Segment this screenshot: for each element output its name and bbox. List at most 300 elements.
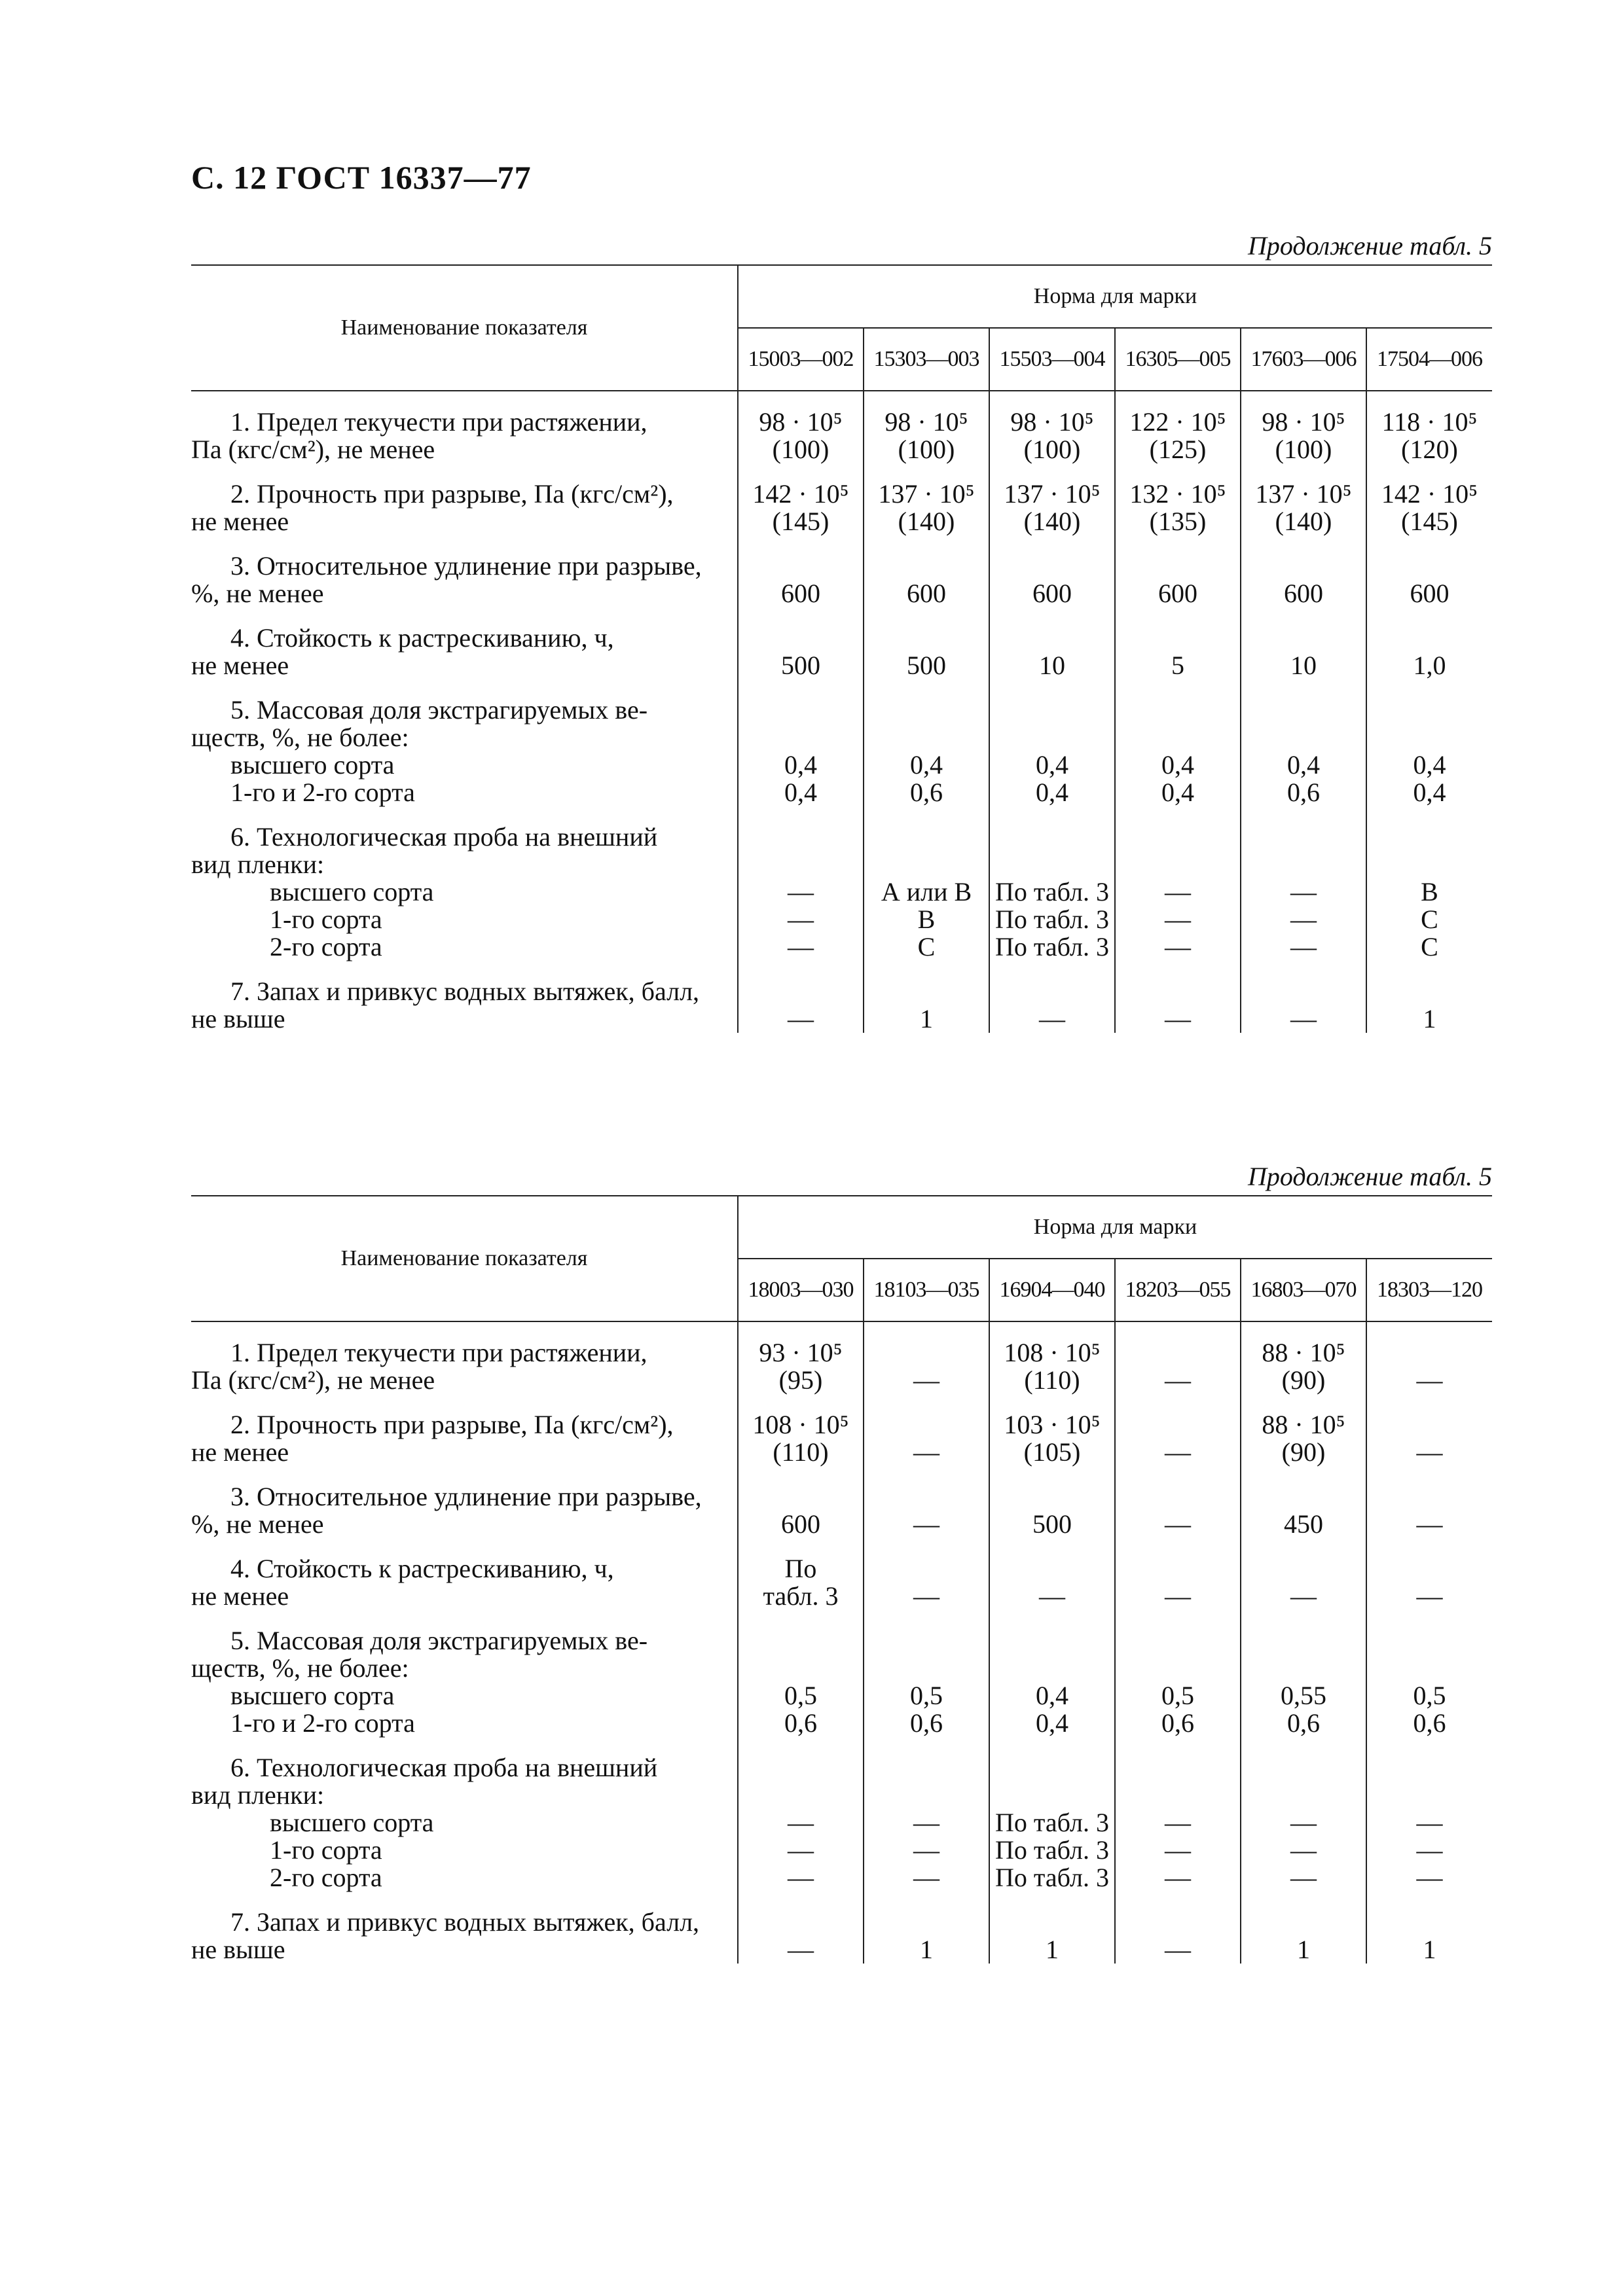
indicator-name-line: высшего сорта (230, 750, 395, 780)
value-cell (989, 806, 1115, 961)
value-line: 0,4 (1036, 1708, 1068, 1738)
indicator-name-line: 1. Предел текучести при растяжении, (230, 407, 647, 437)
value-line: 600 (907, 579, 946, 608)
indicator-name (191, 463, 738, 535)
value-line: табл. 3 (763, 1581, 839, 1611)
indicator-name (191, 1892, 738, 1964)
value-cell (1241, 1610, 1366, 1737)
value-line: По табл. 3 (995, 905, 1109, 934)
value-line: — (1039, 1581, 1065, 1611)
grade-column-header: 15303—003 (864, 328, 989, 391)
value-line: 122 · 10⁵ (1129, 407, 1226, 437)
grade-group-header: Норма для марки (738, 265, 1492, 328)
indicator-name-line: ществ, %, не более: (191, 723, 409, 752)
indicator-name (191, 1610, 738, 1737)
value-line: — (1165, 1835, 1191, 1865)
indicator-name-line: высшего сорта (270, 1808, 434, 1837)
indicator-name-line: 1-го и 2-го сорта (230, 778, 415, 807)
indicator-name-line: не менее (191, 1581, 289, 1611)
value-line: 93 · 10⁵ (759, 1338, 843, 1367)
value-line: 1 (1297, 1935, 1310, 1964)
value-line: 98 · 10⁵ (759, 407, 843, 437)
table-row (191, 961, 1492, 1033)
value-line: — (1416, 1835, 1443, 1865)
indicator-name-line: 1-го и 2-го сорта (230, 1708, 415, 1738)
value-line: (110) (773, 1437, 829, 1467)
value-cell (1241, 607, 1366, 679)
value-cell (1115, 1394, 1241, 1466)
value-line: 0,6 (910, 1708, 943, 1738)
value-cell (989, 679, 1115, 806)
name-column-header: Наименование показателя (191, 265, 738, 391)
spec-table-1 (191, 264, 1492, 1033)
value-cell (864, 535, 989, 607)
value-line: 0,5 (784, 1681, 817, 1710)
value-cell (1115, 1538, 1241, 1610)
value-line: 108 · 10⁵ (752, 1410, 849, 1439)
value-cell (1366, 1610, 1492, 1737)
indicator-name-line: 7. Запах и привкус водных вытяжек, балл, (230, 1907, 700, 1937)
value-line: 137 · 10⁵ (1004, 479, 1101, 509)
value-cell (989, 1538, 1115, 1610)
indicator-name-line: высшего сорта (230, 1681, 395, 1710)
value-line: — (1165, 1004, 1191, 1033)
indicator-name-line: не менее (191, 507, 289, 536)
value-line: 0,4 (784, 778, 817, 807)
value-line: 600 (1410, 579, 1450, 608)
value-line: — (1165, 905, 1191, 934)
value-line: — (913, 1808, 939, 1837)
value-line: — (1165, 1581, 1191, 1611)
value-cell (738, 1466, 864, 1538)
indicator-name-line: %, не менее (191, 1509, 324, 1539)
value-cell (1115, 607, 1241, 679)
indicator-name (191, 1466, 738, 1538)
value-line: — (1290, 877, 1317, 906)
value-line: — (1039, 1004, 1065, 1033)
value-cell (1115, 463, 1241, 535)
table-row (191, 463, 1492, 535)
value-cell (989, 1321, 1115, 1394)
value-cell (864, 1538, 989, 1610)
value-line: 98 · 10⁵ (884, 407, 968, 437)
grade-group-header: Норма для марки (738, 1196, 1492, 1259)
value-line: 0,4 (910, 750, 943, 780)
value-line: — (1416, 1863, 1443, 1892)
value-cell (738, 463, 864, 535)
value-cell (989, 463, 1115, 535)
value-cell (989, 1610, 1115, 1737)
value-line: 142 · 10⁵ (1381, 479, 1478, 509)
value-cell (738, 1394, 864, 1466)
value-cell (1366, 535, 1492, 607)
value-line: 1,0 (1413, 651, 1446, 680)
indicator-name-line: 7. Запах и привкус водных вытяжек, балл, (230, 977, 700, 1006)
value-line: 1 (1423, 1004, 1436, 1033)
value-line: 98 · 10⁵ (1262, 407, 1345, 437)
table-row (191, 1321, 1492, 1394)
indicator-name (191, 1737, 738, 1892)
value-line: 0,5 (910, 1681, 943, 1710)
value-line: 600 (1158, 579, 1197, 608)
indicator-name (191, 391, 738, 463)
value-cell (1115, 1737, 1241, 1892)
value-line: 0,6 (910, 778, 943, 807)
value-line: — (1290, 1004, 1317, 1033)
value-cell (1366, 607, 1492, 679)
indicator-name-line: %, не менее (191, 579, 324, 608)
value-line: С (1421, 932, 1438, 961)
indicator-name-line: 2. Прочность при разрыве, Па (кгс/см²), (230, 479, 674, 509)
indicator-name-line: Па (кгс/см²), не менее (191, 1365, 435, 1395)
table-row (191, 1892, 1492, 1964)
indicator-name (191, 1538, 738, 1610)
value-cell (1115, 806, 1241, 961)
value-cell (989, 1892, 1115, 1964)
value-cell (1241, 1321, 1366, 1394)
value-cell (1366, 391, 1492, 463)
value-line: 0,4 (1161, 750, 1194, 780)
value-cell (1115, 961, 1241, 1033)
value-line: — (788, 1863, 814, 1892)
value-cell (738, 961, 864, 1033)
value-cell (1115, 1892, 1241, 1964)
grade-column-header: 15503—004 (989, 328, 1115, 391)
value-line: 450 (1284, 1509, 1323, 1539)
value-line: (140) (1275, 507, 1332, 536)
value-line: (90) (1281, 1437, 1326, 1467)
value-line: — (1416, 1365, 1443, 1395)
value-line: — (1165, 1437, 1191, 1467)
value-line: 1 (920, 1004, 933, 1033)
indicator-name-line: не выше (191, 1004, 285, 1033)
value-cell (1366, 1321, 1492, 1394)
value-line: 0,4 (1036, 1681, 1068, 1710)
value-cell (738, 1321, 864, 1394)
value-line: — (1165, 1935, 1191, 1964)
value-cell (864, 1394, 989, 1466)
page-header: С. 12 ГОСТ 16337—77 (191, 159, 532, 196)
grade-column-header: 18303—120 (1366, 1259, 1492, 1321)
indicator-name-line: не менее (191, 1437, 289, 1467)
value-line: 600 (781, 579, 820, 608)
value-line: (100) (898, 435, 955, 464)
indicator-name (191, 961, 738, 1033)
value-line: (100) (1023, 435, 1081, 464)
value-line: 137 · 10⁵ (1255, 479, 1352, 509)
value-line: — (1416, 1581, 1443, 1611)
value-cell (1241, 679, 1366, 806)
value-line: — (913, 1581, 939, 1611)
indicator-name-line: вид пленки: (191, 850, 325, 879)
indicator-name-line: 1-го сорта (270, 905, 382, 934)
value-cell (989, 1394, 1115, 1466)
grade-column-header: 16904—040 (989, 1259, 1115, 1321)
value-line: (140) (898, 507, 955, 536)
value-cell (864, 1321, 989, 1394)
value-line: — (1416, 1808, 1443, 1837)
value-line: В (1421, 877, 1438, 906)
value-line: По табл. 3 (995, 1835, 1109, 1865)
value-line: — (788, 877, 814, 906)
indicator-name-line: 5. Массовая доля экстрагируемых ве- (230, 1626, 648, 1655)
indicator-name (191, 1321, 738, 1394)
value-line: 0,4 (1287, 750, 1320, 780)
value-line: 10 (1039, 651, 1065, 680)
value-line: 0,4 (1161, 778, 1194, 807)
value-line: — (913, 1437, 939, 1467)
value-line: 132 · 10⁵ (1129, 479, 1226, 509)
indicator-name (191, 679, 738, 806)
value-line: (125) (1149, 435, 1207, 464)
value-cell (1115, 1321, 1241, 1394)
value-line: 1 (920, 1935, 933, 1964)
value-line: — (1416, 1437, 1443, 1467)
value-cell (1115, 1466, 1241, 1538)
grade-column-header: 18203—055 (1115, 1259, 1241, 1321)
indicator-name-line: 4. Стойкость к растрескиванию, ч, (230, 623, 614, 653)
value-line: 0,6 (1287, 1708, 1320, 1738)
grade-column-header: 16803—070 (1241, 1259, 1366, 1321)
value-cell (1241, 961, 1366, 1033)
value-line: 10 (1290, 651, 1317, 680)
value-line: 600 (1284, 579, 1323, 608)
indicator-name-line: 2-го сорта (270, 1863, 382, 1892)
indicator-name-line: Па (кгс/см²), не менее (191, 435, 435, 464)
value-line: По табл. 3 (995, 1863, 1109, 1892)
indicator-name-line: ществ, %, не более: (191, 1653, 409, 1683)
table-row (191, 391, 1492, 463)
value-line: (100) (1275, 435, 1332, 464)
value-cell (989, 535, 1115, 607)
value-cell (864, 806, 989, 961)
value-cell (1366, 1538, 1492, 1610)
value-line: А или В (881, 877, 972, 906)
grade-column-header: 17504—006 (1366, 328, 1492, 391)
value-line: 108 · 10⁵ (1004, 1338, 1101, 1367)
value-line: (145) (772, 507, 830, 536)
value-line: 88 · 10⁵ (1262, 1338, 1345, 1367)
value-line: 137 · 10⁵ (878, 479, 975, 509)
value-cell (1241, 1394, 1366, 1466)
value-line: (95) (778, 1365, 823, 1395)
value-cell (989, 1737, 1115, 1892)
value-line: (105) (1023, 1437, 1081, 1467)
value-line: — (1290, 1863, 1317, 1892)
value-cell (738, 1610, 864, 1737)
value-line: — (913, 1365, 939, 1395)
value-line: 0,5 (1161, 1681, 1194, 1710)
table-row (191, 1466, 1492, 1538)
value-cell (738, 1892, 864, 1964)
indicator-name-line: не выше (191, 1935, 285, 1964)
value-cell (1366, 679, 1492, 806)
table-row (191, 1538, 1492, 1610)
value-cell (864, 1466, 989, 1538)
indicator-name-line: 1-го сорта (270, 1835, 382, 1865)
spec-table-2 (191, 1195, 1492, 1964)
value-line: 103 · 10⁵ (1004, 1410, 1101, 1439)
value-line: 1 (1046, 1935, 1059, 1964)
value-line: — (913, 1835, 939, 1865)
value-line: — (1290, 905, 1317, 934)
value-line: 500 (1032, 1509, 1072, 1539)
value-cell (1366, 1892, 1492, 1964)
value-cell (1366, 1394, 1492, 1466)
value-cell (738, 1737, 864, 1892)
value-line: — (1290, 1835, 1317, 1865)
value-cell (864, 1610, 989, 1737)
indicator-name-line: 2-го сорта (270, 932, 382, 961)
value-cell (864, 1737, 989, 1892)
value-cell (989, 961, 1115, 1033)
value-line: — (913, 1509, 939, 1539)
value-cell (1241, 1892, 1366, 1964)
grade-column-header: 18103—035 (864, 1259, 989, 1321)
value-line: 0,4 (1413, 778, 1446, 807)
indicator-name (191, 806, 738, 961)
value-cell (1241, 391, 1366, 463)
continuation-label-1: Продолжение табл. 5 (1247, 231, 1492, 260)
value-line: 88 · 10⁵ (1262, 1410, 1345, 1439)
indicator-name-line: 2. Прочность при разрыве, Па (кгс/см²), (230, 1410, 674, 1439)
value-line: 0,6 (1287, 778, 1320, 807)
indicator-name-line: 5. Массовая доля экстрагируемых ве- (230, 695, 648, 725)
value-cell (1241, 1466, 1366, 1538)
value-line: — (788, 905, 814, 934)
indicator-name-line: 4. Стойкость к растрескиванию, ч, (230, 1554, 614, 1583)
value-cell (989, 607, 1115, 679)
value-line: — (1165, 1863, 1191, 1892)
value-cell (1241, 806, 1366, 961)
value-cell (738, 1538, 864, 1610)
value-line: 500 (781, 651, 820, 680)
value-cell (738, 535, 864, 607)
value-line: По табл. 3 (995, 877, 1109, 906)
value-cell (989, 391, 1115, 463)
value-line: 0,6 (1161, 1708, 1194, 1738)
value-line: — (788, 1808, 814, 1837)
value-cell (864, 679, 989, 806)
value-cell (864, 961, 989, 1033)
value-line: С (1421, 905, 1438, 934)
value-line: 98 · 10⁵ (1010, 407, 1094, 437)
grade-column-header: 15003—002 (738, 328, 864, 391)
indicator-name-line: 1. Предел текучести при растяжении, (230, 1338, 647, 1367)
table-row (191, 806, 1492, 961)
value-cell (989, 1466, 1115, 1538)
value-line: 0,5 (1413, 1681, 1446, 1710)
value-line: 0,4 (1036, 750, 1068, 780)
value-line: (90) (1281, 1365, 1326, 1395)
value-cell (864, 391, 989, 463)
value-cell (864, 463, 989, 535)
indicator-name (191, 1394, 738, 1466)
value-line: — (1165, 1808, 1191, 1837)
value-line: (100) (772, 435, 830, 464)
value-line: 600 (781, 1509, 820, 1539)
value-line: 0,4 (1036, 778, 1068, 807)
table-row (191, 679, 1492, 806)
name-column-header: Наименование показателя (191, 1196, 738, 1321)
value-line: 0,55 (1281, 1681, 1326, 1710)
value-line: — (1416, 1509, 1443, 1539)
value-line: С (917, 932, 936, 961)
value-cell (1366, 1466, 1492, 1538)
table-row (191, 1394, 1492, 1466)
value-line: 142 · 10⁵ (752, 479, 849, 509)
table-row (191, 607, 1492, 679)
value-cell (1241, 535, 1366, 607)
value-line: 0,6 (784, 1708, 817, 1738)
value-line: — (1290, 1808, 1317, 1837)
value-line: — (788, 1935, 814, 1964)
value-line: — (1165, 1365, 1191, 1395)
value-line: (110) (1024, 1365, 1080, 1395)
value-line: — (788, 1004, 814, 1033)
value-line: (120) (1401, 435, 1458, 464)
value-line: — (1165, 877, 1191, 906)
value-cell (1115, 535, 1241, 607)
value-line: 500 (907, 651, 946, 680)
value-cell (738, 679, 864, 806)
value-cell (864, 1892, 989, 1964)
indicator-name-line: высшего сорта (270, 877, 434, 906)
grade-column-header: 18003—030 (738, 1259, 864, 1321)
value-line: 600 (1032, 579, 1072, 608)
value-line: — (1165, 932, 1191, 961)
value-line: 0,6 (1413, 1708, 1446, 1738)
value-line: В (917, 905, 936, 934)
value-cell (1366, 1737, 1492, 1892)
value-cell (1241, 1737, 1366, 1892)
value-line: 0,4 (1413, 750, 1446, 780)
value-line: (145) (1401, 507, 1458, 536)
value-cell (1366, 463, 1492, 535)
value-cell (864, 607, 989, 679)
value-line: — (788, 1835, 814, 1865)
value-line: — (1290, 1581, 1317, 1611)
value-cell (1366, 806, 1492, 961)
grade-column-header: 17603—006 (1241, 328, 1366, 391)
value-cell (1115, 1610, 1241, 1737)
value-cell (1366, 961, 1492, 1033)
indicator-name-line: вид пленки: (191, 1780, 325, 1810)
indicator-name-line: 6. Технологическая проба на внешний (230, 1753, 658, 1782)
indicator-name-line: 3. Относительное удлинение при разрыве, (230, 551, 702, 581)
continuation-label-2: Продолжение табл. 5 (1247, 1162, 1492, 1191)
value-line: По табл. 3 (995, 1808, 1109, 1837)
value-line: По табл. 3 (995, 932, 1109, 961)
value-line: По (784, 1554, 817, 1583)
table-row (191, 1737, 1492, 1892)
value-line: 118 · 10⁵ (1381, 407, 1478, 437)
table-row (191, 1610, 1492, 1737)
indicator-name-line: не менее (191, 651, 289, 680)
value-line: (135) (1149, 507, 1207, 536)
value-cell (1115, 679, 1241, 806)
value-line: 0,4 (784, 750, 817, 780)
value-line: — (913, 1863, 939, 1892)
indicator-name (191, 607, 738, 679)
value-line: — (1165, 1509, 1191, 1539)
value-line: — (1290, 932, 1317, 961)
value-line: (140) (1023, 507, 1081, 536)
value-line: 1 (1423, 1935, 1436, 1964)
value-line: — (788, 932, 814, 961)
value-line: 5 (1171, 651, 1184, 680)
value-cell (1241, 463, 1366, 535)
